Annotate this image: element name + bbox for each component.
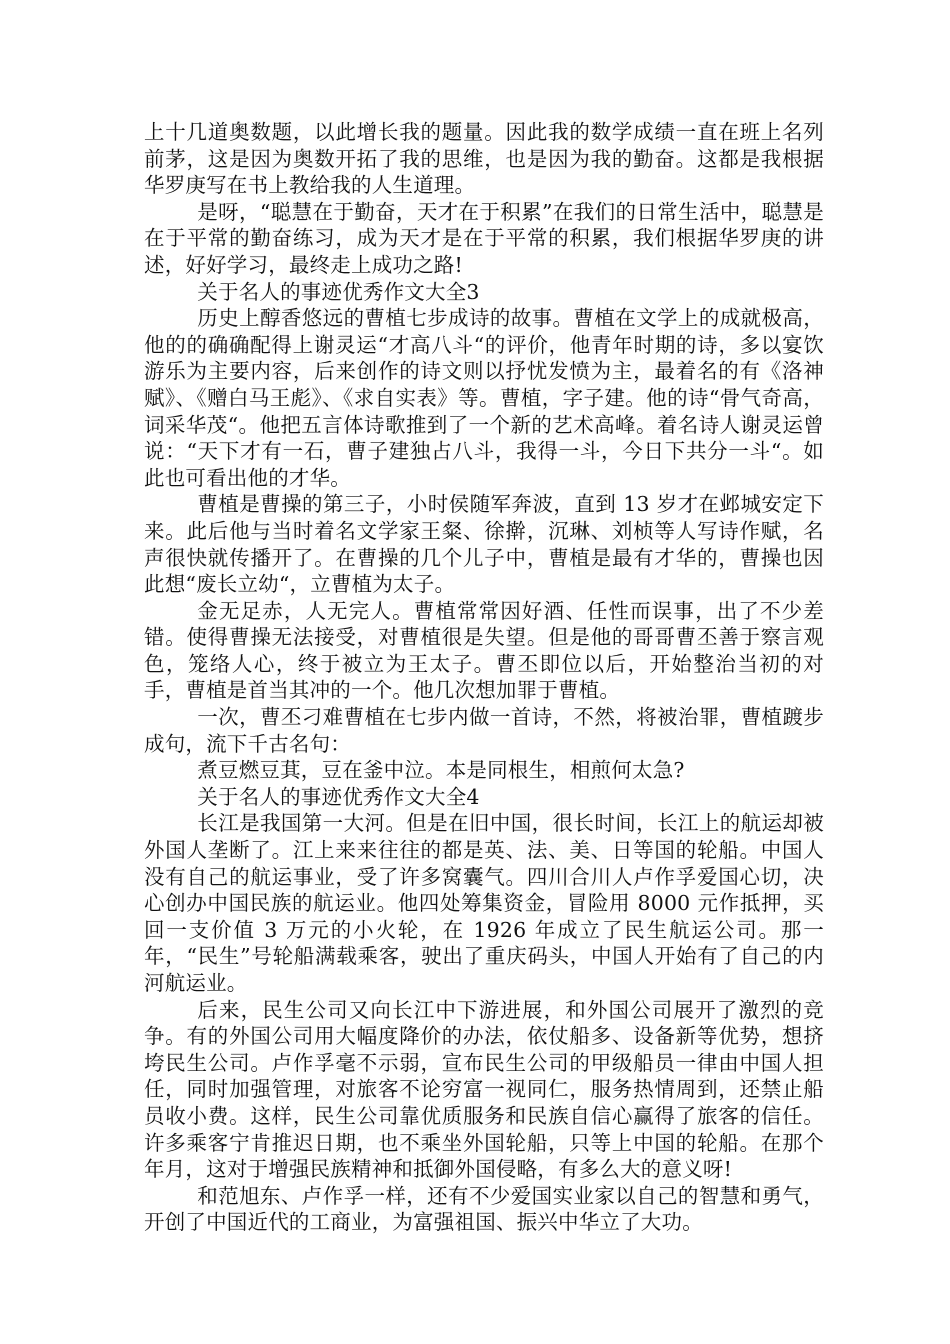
poem-line: 煮豆燃豆萁，豆在釜中泣。本是同根生，相煎何太急? (197, 758, 685, 783)
section-heading-4: 关于名人的事迹优秀作文大全4 (197, 784, 480, 809)
paragraph-5: 曹植是曹操的第三子，小时侯随军奔波，直到 13 岁才在邺城安定下来。此后他与当时着名文学家王粲、徐擀，沉琳、刘桢等人写诗作赋，名声很快就传播开了。在曹操的几个儿子中，曹植是最有才华的，曹操也因此想“废长立幼“，立曹植为太子。 (144, 492, 824, 597)
paragraph-1: 上十几道奥数题，以此增长我的题量。因此我的数学成绩一直在班上名列前茅，这是因为奥数开拓了我的思维，也是因为我的勤奋。这都是我根据华罗庚写在书上教给我的人生道理。 (144, 120, 824, 198)
paragraph-2: 是呀，“聪慧在于勤奋，天才在于积累”在我们的日常生活中，聪慧是在于平常的勤奋练习，成为天才是在于平常的积累，我们根据华罗庚的讲述，好好学习，最终走上成功之路! (144, 199, 824, 277)
paragraph-4: 历史上醇香悠远的曹植七步成诗的故事。曹植在文学上的成就极高，他的的确确配得上谢灵运“才高八斗“的评价，他青年时期的诗，多以宴饮游乐为主要内容，后来创作的诗文则以抒忧发愤为主，最着名的有《洛神赋》、《赠白马王彪》、《求自实表》等。曹植，字子建。他的诗“骨气奇高，词采华茂“。他把五言体诗歌推到了一个新的艺术高峰。着名诗人谢灵运曾说：“天下才有一石，曹子建独占八斗，我得一斗，今日下共分一斗“。如此也可看出他的才华。 (144, 306, 824, 490)
paragraph-11: 后来，民生公司又向长江中下游进展，和外国公司展开了激烈的竞争。有的外国公司用大幅度降价的办法，依仗船多、设备新等优势，想挤垮民生公司。卢作孚毫不示弱，宣布民生公司的甲级船员一律由中国人担任，同时加强管理，对旅客不论穷富一视同仁，服务热情周到，还禁止船员收小费。这样，民生公司靠优质服务和民族自信心赢得了旅客的信任。许多乘客宁肯推迟日期，也不乘坐外国轮船，只等上中国的轮船。在那个年月，这对于增强民族精神和抵御外国侵略，有多么大的意义呀! (144, 997, 824, 1182)
document-body (144, 119, 824, 1236)
paragraph-6: 金无足赤，人无完人。曹植常常因好酒、任性而误事，出了不少差错。使得曹操无法接受，对曹植很是失望。但是他的哥哥曹丕善于察言观色，笼络人心，终于被立为王太子。曹丕即位以后，开始整治当初的对手，曹植是首当其冲的一个。他几次想加罪于曹植。 (144, 598, 824, 703)
paragraph-7: 一次，曹丕刁难曹植在七步内做一首诗，不然，将被治罪，曹植踱步成句，流下千古名句： (144, 705, 824, 756)
section-heading-3: 关于名人的事迹优秀作文大全3 (197, 279, 480, 304)
paragraph-12: 和范旭东、卢作孚一样，还有不少爱国实业家以自己的智慧和勇气，开创了中国近代的工商业，为富强祖国、振兴中华立了大功。 (144, 1183, 824, 1235)
paragraph-10: 长江是我国第一大河。但是在旧中国，很长时间，长江上的航运却被外国人垄断了。江上来来往往的都是英、法、美、日等国的轮船。中国人没有自己的航运事业，受了许多窝囊气。四川合川人卢作孚爱国心切，决心创办中国民族的航运业。他四处筹集资金，冒险用 8000 元作抵押，买回一支价值 3 万元的小火轮，在 1926 年成立了民生航运公司。那一年，“民生”号轮船满载乘客，驶出了重庆码头，中国人开始有了自己的内河航运业。 (144, 811, 824, 995)
